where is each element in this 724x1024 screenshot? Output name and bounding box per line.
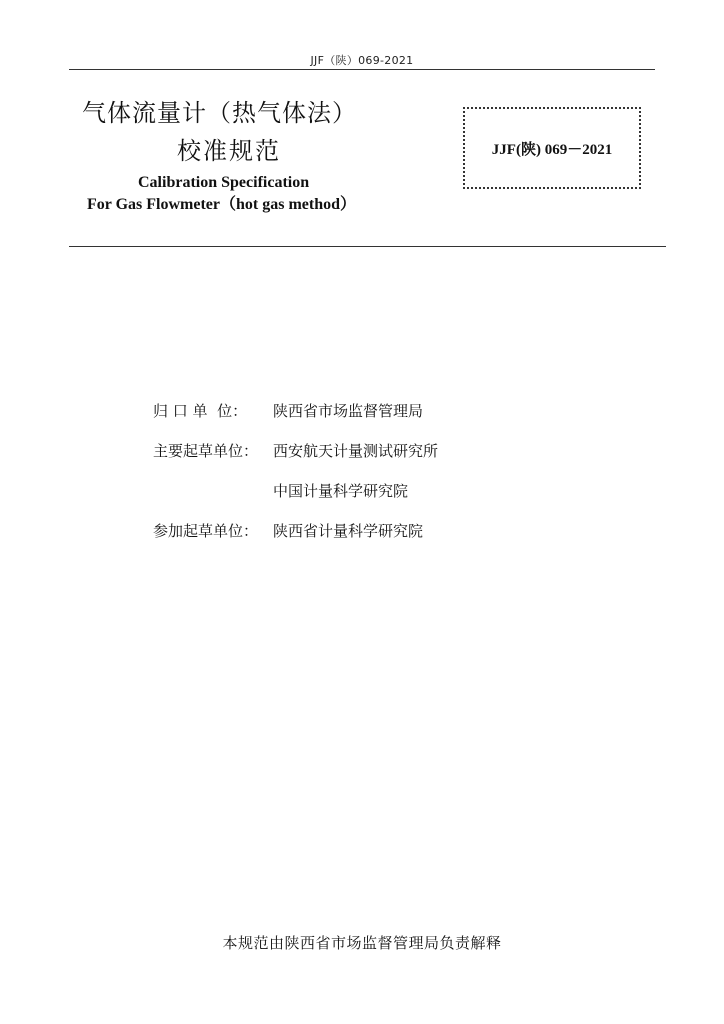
unit-row-main-drafting-cont [153,480,613,520]
specification-code: JJF(陕) 069－2021 [491,141,613,158]
running-header: JJF（陕）069-2021 [310,54,414,67]
unit-value: 陕西省计量科学研究院 [273,522,424,540]
unit-value: 陕西省市场监督管理局 [273,402,424,420]
unit-row-main-drafting [153,440,613,480]
title-block [72,96,372,216]
title-english-line2: For Gas Flowmeter（hot gas method） [87,196,357,213]
specification-code-box [463,107,641,189]
unit-label: 参加起草单位： [153,522,259,540]
title-chinese-line2: 校准规范 [177,137,281,165]
unit-label: 主要起草单位： [153,442,259,460]
unit-row-participating [153,520,613,560]
unit-label: 归 口 单 位： [153,402,248,420]
unit-row-centralized [153,400,613,440]
header-rule [69,69,655,70]
drafting-units [153,400,613,560]
unit-value: 中国计量科学研究院 [273,482,409,500]
unit-value: 西安航天计量测试研究所 [273,442,439,460]
title-chinese-line1: 气体流量计（热气体法） [82,99,357,127]
title-rule [69,246,666,247]
title-english-line1: Calibration Specification [138,174,310,191]
footer-note: 本规范由陕西省市场监督管理局负责解释 [222,934,502,952]
